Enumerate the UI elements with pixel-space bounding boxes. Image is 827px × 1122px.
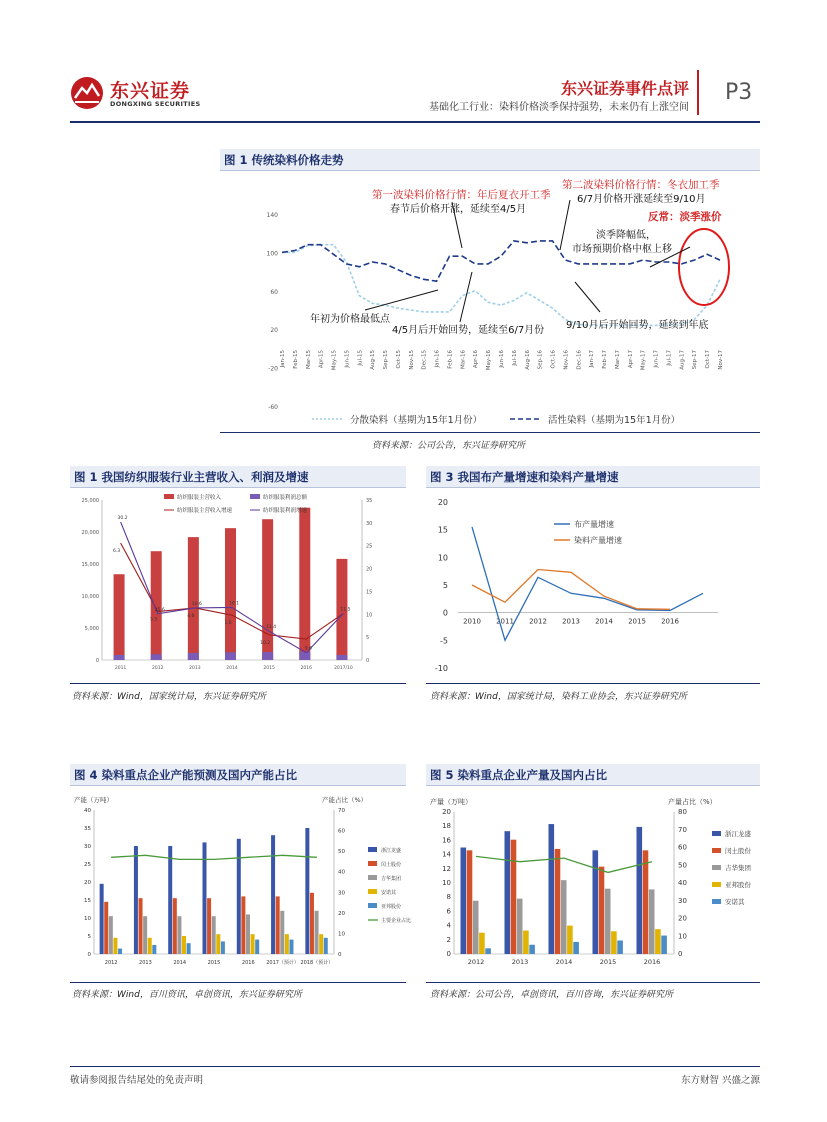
main-xtick: Sep-15 [383, 350, 390, 370]
footer-disclaimer: 敬请参阅报告结尾处的免责声明 [70, 1075, 204, 1086]
f5-share-line [476, 856, 652, 872]
ann-slack-2: 市场预期价格中枢上移 [572, 244, 672, 255]
fig4-source: 资料来源：Wind，百川资讯，卓创资讯，东兴证券研究所 [72, 990, 302, 1000]
f5-ytick: 12 [442, 864, 451, 873]
fig3-ytick: 20 [437, 498, 448, 507]
f5-legend-label: 吉华集团 [725, 864, 751, 872]
f5-bar [529, 945, 535, 954]
fig2-ytick: 10,000 [81, 594, 99, 600]
header-separator [697, 70, 699, 115]
fig2-chart [72, 490, 406, 680]
f5-bar [655, 929, 661, 954]
report-subtitle: 基础化工行业：染料价格淡季保持强势，未来仍有上涨空间 [429, 102, 689, 113]
f5-y2tick: 80 [678, 808, 687, 816]
f5-bar [617, 941, 623, 954]
fig2-data-label: 1.6 [224, 621, 232, 627]
main-ytick: 100 [266, 250, 278, 258]
f5-bar [605, 889, 611, 954]
f4-bar [104, 902, 108, 954]
f4-xtick: 2015 [207, 960, 221, 966]
f4-y2tick: 30 [338, 890, 345, 897]
main-ytick: 140 [266, 212, 278, 219]
f5-bar [643, 850, 649, 954]
fig2-y2tick: 10 [366, 612, 373, 619]
f4-bar [310, 893, 314, 954]
fig2-bar-revenue [151, 551, 162, 660]
fig4-title-bar [70, 764, 406, 786]
ann-wave1-title: 第一波染料价格行情：年后夏衣开工季 [372, 189, 551, 201]
fig3-ytick: 0 [442, 608, 448, 618]
main-xtick: Jul-15 [357, 350, 364, 366]
f5-y2tick: 40 [678, 879, 687, 887]
f4-bar [315, 911, 319, 954]
report-type: 东兴证券事件点评 [560, 79, 689, 98]
f5-bar [523, 931, 529, 954]
f4-bar [251, 934, 255, 954]
ann-slack-1: 淡季降幅低， [596, 230, 656, 241]
header-rule [70, 121, 760, 123]
main-xtick: Feb-15 [292, 350, 299, 369]
f5-legend-swatch [712, 831, 721, 836]
fig2-bar-profit [225, 652, 236, 660]
fig2-bar-profit [299, 652, 310, 660]
fig3-xtick: 2010 [463, 617, 481, 626]
f5-bar [593, 850, 599, 954]
f4-bar [305, 828, 309, 954]
fig2-rule [70, 683, 406, 684]
fig2-data-label: 25.6 [154, 607, 165, 613]
fig3-ytick: -5 [440, 636, 448, 646]
f4-ytick: 30 [84, 844, 91, 850]
logo [70, 74, 205, 112]
f5-xtick: 2013 [511, 958, 529, 966]
f4-y2tick: 0 [338, 952, 342, 958]
main-xtick: Nov-15 [408, 350, 415, 370]
f5-bar [611, 931, 617, 954]
f4-ytick: 35 [84, 826, 91, 832]
f5-bar [479, 933, 485, 954]
fig3-chart [428, 490, 758, 680]
f5-legend-swatch [712, 899, 721, 904]
ann-wave2-sub: 6/7月价格开涨延续至9/10月 [577, 194, 706, 205]
reversal-highlight [679, 229, 729, 305]
f4-bar [118, 949, 122, 954]
fig2-ytick: 5,000 [84, 626, 99, 632]
fig3-ytick: 15 [437, 525, 448, 535]
f4-ytick: 0 [87, 952, 91, 958]
logo-text-cn: 东兴证券 [110, 80, 191, 102]
f4-y2tick: 50 [338, 849, 345, 856]
fig2-legend-2: 纺织服装利润总额 [263, 495, 308, 501]
fig2-ytick: 20,000 [81, 530, 99, 536]
f4-legend-swatch [368, 875, 377, 880]
main-xtick: Jan-16 [434, 350, 441, 368]
main-xtick: Mar-16 [460, 350, 467, 370]
main-ytick: -60 [268, 404, 278, 411]
f4-xtick: 2017（预计） [266, 960, 299, 966]
fig3-legend-1: 布产量增速 [574, 520, 614, 529]
f5-legend-label: 闰土股份 [725, 847, 751, 855]
f5-bar [573, 942, 579, 954]
fig2-source: 资料来源：Wind，国家统计局，东兴证券研究所 [72, 692, 266, 702]
f5-bar [549, 824, 555, 954]
f4-bar [221, 941, 225, 954]
fig2-xtick: 2016 [300, 666, 313, 671]
fig3-xtick: 2012 [529, 617, 547, 626]
fig2-title: 图 1 我国纺织服装行业主营收入、利润及增速 [74, 470, 309, 484]
main-xtick: Apr-17 [627, 350, 634, 369]
f5-ytick: 2 [446, 935, 451, 944]
fig2-data-label: 9.8 [304, 646, 312, 652]
main-xtick: Aug-15 [370, 350, 377, 370]
f5-y2tick: 50 [678, 861, 687, 870]
f5-y2tick: 0 [678, 950, 683, 958]
f4-legend-label: 吉华集团 [381, 876, 402, 882]
fig2-ytick: 0 [95, 658, 99, 664]
f5-y2tick: 70 [678, 825, 687, 834]
f4-y2tick: 70 [338, 808, 345, 814]
f4-bar [324, 938, 328, 954]
fig2-data-label: 5.5 [150, 617, 158, 623]
fig2-xtick: 2017/10 [334, 666, 353, 671]
f4-bar [134, 846, 138, 954]
ann-drop1: 4/5月后开始回势，延续至6/7月份 [392, 325, 545, 336]
main-xtick: Jan-15 [280, 350, 286, 368]
f5-bar [511, 840, 517, 954]
main-xtick: May-15 [331, 350, 338, 371]
ann-wave1-sub: 春节后价格开涨，延续至4/5月 [390, 204, 527, 215]
fig-main-title-bar [220, 149, 760, 171]
f4-bar [177, 916, 181, 954]
fig3-line-1 [472, 570, 670, 610]
f4-xtick: 2016 [241, 960, 255, 966]
f4-bar [173, 898, 177, 954]
f5-bar [661, 936, 667, 954]
f4-xtick: 2012 [104, 960, 118, 966]
f5-legend-swatch [712, 848, 721, 853]
f5-ytick: 16 [442, 836, 451, 845]
fig-main-rule [220, 432, 760, 433]
main-xtick: Apr-16 [473, 350, 480, 369]
main-xtick: Nov-16 [563, 350, 570, 370]
main-xtick: Nov-17 [718, 350, 724, 370]
fig5-rule [426, 982, 760, 983]
main-xtick: Dec-16 [576, 350, 583, 370]
f5-y2tick: 20 [678, 914, 687, 923]
fig2-y2tick: 25 [366, 543, 373, 550]
main-xtick: Aug-17 [679, 350, 686, 370]
main-xtick: Mar-15 [305, 350, 312, 370]
fig2-y2tick: 15 [366, 589, 373, 596]
f4-xtick: 2014 [173, 960, 187, 966]
f4-ytick: 10 [84, 916, 91, 922]
main-ytick: 20 [270, 327, 278, 335]
fig-main-source: 资料来源：公司公告，东兴证券研究所 [372, 441, 526, 451]
main-xtick: Sep-16 [537, 350, 544, 370]
main-xtick: Jun-16 [499, 350, 505, 368]
f4-xtick: 2018（预计） [300, 960, 334, 966]
f4-bar [212, 916, 216, 954]
main-legend [312, 414, 680, 426]
fig2-data-label: 11.4 [266, 625, 277, 631]
f5-bar [517, 899, 523, 954]
arrow-wave2 [560, 200, 570, 250]
f5-bar [567, 926, 573, 954]
fig2-data-label: 4.6 [187, 613, 195, 619]
f4-legend-label: 主要企业占比 [381, 918, 412, 924]
f4-bar [148, 938, 152, 954]
fig5-source: 资料来源：公司公告，卓创资讯，百川咨询，东兴证券研究所 [430, 990, 674, 1000]
f4-legend-swatch [368, 903, 377, 908]
fig2-bar-profit [114, 655, 125, 660]
fig2-bar-profit [188, 653, 199, 660]
fig2-data-label: 6.3 [112, 548, 121, 554]
f4-ytick: 25 [84, 862, 91, 868]
fig3-xtick: 2013 [562, 617, 580, 626]
main-xtick: Jul-17 [666, 350, 673, 366]
main-xtick: Oct-17 [705, 350, 712, 369]
f4-legend-label: 浙江龙盛 [381, 848, 402, 854]
fig3-legend-2: 染料产量增速 [574, 536, 622, 545]
footer-rule [70, 1066, 760, 1067]
fig2-bar-revenue [262, 519, 273, 660]
f5-bar [467, 850, 473, 954]
main-xtick: Oct-16 [550, 350, 557, 369]
f5-ytick: 14 [442, 850, 451, 859]
fig2-bar-profit [151, 654, 162, 660]
main-xtick: Apr-15 [318, 350, 325, 369]
main-ytick: -20 [268, 365, 278, 373]
f4-xtick: 2013 [139, 960, 152, 966]
f4-bar [255, 940, 259, 954]
f4-legend-label: 闰土股份 [381, 862, 402, 868]
f5-bar [649, 889, 655, 954]
f5-bar [461, 848, 467, 955]
fig4-chart [72, 790, 412, 980]
fig3-xtick: 2011 [496, 617, 514, 626]
f4-bar [271, 835, 275, 954]
f4-y2tick: 60 [338, 828, 345, 835]
main-xtick: Feb-16 [447, 350, 454, 369]
f5-legend-label: 浙江龙盛 [725, 830, 751, 838]
fig-main-chart [220, 172, 760, 430]
main-xtick: Mar-17 [614, 350, 621, 370]
main-xtick: Aug-16 [524, 350, 531, 370]
logo-icon [70, 76, 104, 110]
page-number: P3 [725, 80, 753, 105]
main-ytick: 60 [270, 288, 278, 296]
fig4-rule [70, 982, 406, 983]
f5-y2tick: 10 [678, 932, 687, 941]
main-xtick: Dec-15 [421, 350, 428, 370]
f4-bar [237, 839, 241, 954]
f4-legend-swatch [368, 847, 377, 852]
fig-main-title: 图 1 传统染料价格走势 [224, 153, 344, 167]
fig2-xtick: 2013 [189, 666, 201, 671]
f5-ytick: 18 [442, 822, 451, 831]
f5-xtick: 2012 [467, 958, 485, 966]
main-xtick: May-17 [640, 350, 647, 371]
ann-wave2-title: 第二波染料价格行情：冬衣加工季 [562, 179, 720, 191]
fig2-data-label: 10.2 [260, 640, 271, 646]
fig2-ytick: 15,000 [81, 562, 99, 568]
f5-legend-swatch [712, 882, 721, 887]
fig2-xtick: 2012 [151, 666, 164, 671]
fig4-left-label: 产能（万吨） [74, 796, 113, 804]
f4-bar [285, 934, 289, 954]
f4-bar [182, 936, 186, 954]
fig2-bar-profit [336, 655, 347, 660]
f4-bar [113, 938, 117, 954]
fig5-left-label: 产量（万吨） [430, 798, 472, 806]
main-xtick: Jul-16 [511, 350, 518, 366]
f4-bar [216, 934, 220, 954]
f4-legend-label: 安诺其 [381, 890, 397, 896]
main-xtick: May-16 [486, 350, 493, 371]
fig2-y2tick: 35 [366, 498, 373, 504]
fig2-y2tick: 20 [366, 566, 373, 573]
fig3-xtick: 2014 [595, 617, 613, 626]
legend-disperse: 分散染料（基期为15年1月份） [350, 415, 483, 426]
f5-bar [555, 849, 561, 954]
main-xtick: Feb-17 [602, 350, 609, 369]
fig2-data-label: 10.6 [191, 601, 202, 607]
f4-bar [139, 898, 143, 954]
f4-bar [246, 914, 250, 954]
arrow-drop2 [575, 282, 600, 312]
fig3-title: 图 3 我国布产量增速和染料产量增速 [430, 470, 619, 484]
f4-bar [319, 934, 323, 954]
f5-bar [505, 831, 511, 954]
f5-ytick: 4 [446, 921, 451, 930]
fig2-y2tick: 30 [366, 520, 373, 527]
f4-legend-swatch [368, 889, 377, 894]
f5-xtick: 2015 [599, 958, 617, 966]
f4-ytick: 40 [84, 808, 91, 814]
f5-ytick: 8 [446, 893, 451, 902]
f5-y2tick: 60 [678, 843, 687, 852]
fig3-xtick: 2016 [661, 617, 679, 626]
f5-bar [473, 901, 479, 954]
f4-bar [276, 896, 280, 954]
fig2-legend [164, 493, 308, 514]
arrow-low [365, 290, 438, 310]
fig3-ytick: 5 [442, 581, 448, 590]
f5-bar [485, 948, 491, 954]
fig2-bar-revenue [188, 537, 199, 660]
legend-reactive: 活性染料（基期为15年1月份） [548, 415, 681, 426]
f5-legend-label: 亚邦股份 [725, 881, 751, 889]
ann-low: 年初为价格最低点 [310, 314, 390, 325]
main-xtick: Sep-17 [692, 350, 699, 370]
fig2-data-label: 30.2 [117, 515, 128, 521]
main-xtick: Oct-15 [395, 350, 402, 369]
arrow-drop1 [460, 272, 472, 322]
f5-y2tick: 30 [678, 896, 687, 905]
fig2-bar-profit [262, 652, 273, 660]
f4-share-line [111, 855, 317, 859]
fig2-y2tick: 0 [366, 658, 370, 664]
f5-legend-label: 安诺其 [725, 898, 745, 906]
f4-bar [143, 916, 147, 954]
ann-drop2: 9/10月后开始回势，延续到年底 [566, 320, 709, 331]
f4-bar [109, 916, 113, 954]
fig5-chart [428, 790, 758, 980]
f4-y2tick: 20 [338, 910, 345, 917]
fig5-right-label: 产量占比（%） [668, 798, 717, 806]
f4-bar [168, 846, 172, 954]
f5-xtick: 2016 [643, 958, 661, 966]
fig2-legend-1: 纺织服装主营收入 [177, 495, 222, 501]
f4-y2tick: 10 [338, 931, 345, 938]
main-xtick: Jun-15 [344, 350, 351, 368]
f4-ytick: 20 [84, 880, 91, 886]
fig3-xtick: 2015 [628, 617, 646, 626]
f5-legend-swatch [712, 865, 721, 870]
logo-text-en: DONGXING SECURITIES [110, 100, 201, 108]
f4-legend-swatch [368, 861, 377, 866]
fig2-legend-3: 纺织服装主营收入增速 [177, 508, 233, 514]
fig2-data-label: 11.5 [340, 607, 351, 613]
f5-ytick: 20 [442, 808, 451, 816]
fig2-title-bar [70, 466, 406, 488]
f5-ytick: 10 [442, 879, 451, 887]
f4-bar [289, 940, 293, 954]
f4-ytick: 15 [84, 898, 91, 904]
fig2-bar-revenue [114, 574, 125, 660]
f5-bar [561, 880, 567, 954]
f4-bar [152, 945, 156, 954]
fig5-title: 图 5 染料重点企业产量及国内占比 [430, 768, 608, 782]
fig2-bar-revenue [225, 528, 236, 660]
fig2-data-label: 10.1 [228, 601, 240, 607]
f4-ytick: 5 [87, 934, 91, 940]
f5-ytick: 6 [446, 907, 451, 916]
fig3-title-bar [426, 466, 760, 488]
f4-y2tick: 40 [338, 869, 345, 876]
fig3-legend [554, 519, 622, 545]
f4-bar [207, 898, 211, 954]
f4-bar [280, 911, 284, 954]
fig2-xtick: 2015 [263, 666, 275, 671]
f5-bar [599, 867, 605, 954]
fig2-legend-4: 纺织服装利润增速 [263, 508, 308, 514]
fig2-ytick: 25,000 [81, 498, 99, 504]
fig4-title: 图 4 染料重点企业产能预测及国内产能占比 [74, 768, 298, 782]
main-xtick: Jan-17 [589, 350, 596, 368]
footer-slogan: 东方财智 兴盛之源 [680, 1075, 760, 1086]
fig2-xtick: 2014 [226, 666, 238, 671]
fig3-ytick: 10 [437, 553, 448, 563]
f5-ytick: 0 [446, 950, 451, 958]
fig3-ytick: -10 [434, 664, 448, 673]
fig4-right-label: 产能占比（%） [322, 796, 368, 804]
f5-bar [637, 827, 643, 954]
fig2-xtick: 2011 [114, 666, 127, 671]
fig5-title-bar [426, 764, 760, 786]
f5-xtick: 2014 [555, 958, 573, 966]
f4-bar [187, 943, 191, 954]
f4-legend-label: 亚邦股份 [381, 904, 402, 910]
fig3-rule [426, 683, 760, 684]
main-xtick: Jun-17 [653, 350, 660, 368]
ann-reversal: 反常：淡季涨价 [648, 211, 722, 223]
f4-bar [100, 884, 104, 954]
f4-bar [241, 896, 245, 954]
fig3-source: 资料来源：Wind，国家统计局，染料工业协会，东兴证券研究所 [430, 692, 687, 702]
fig2-y2tick: 5 [366, 635, 370, 642]
